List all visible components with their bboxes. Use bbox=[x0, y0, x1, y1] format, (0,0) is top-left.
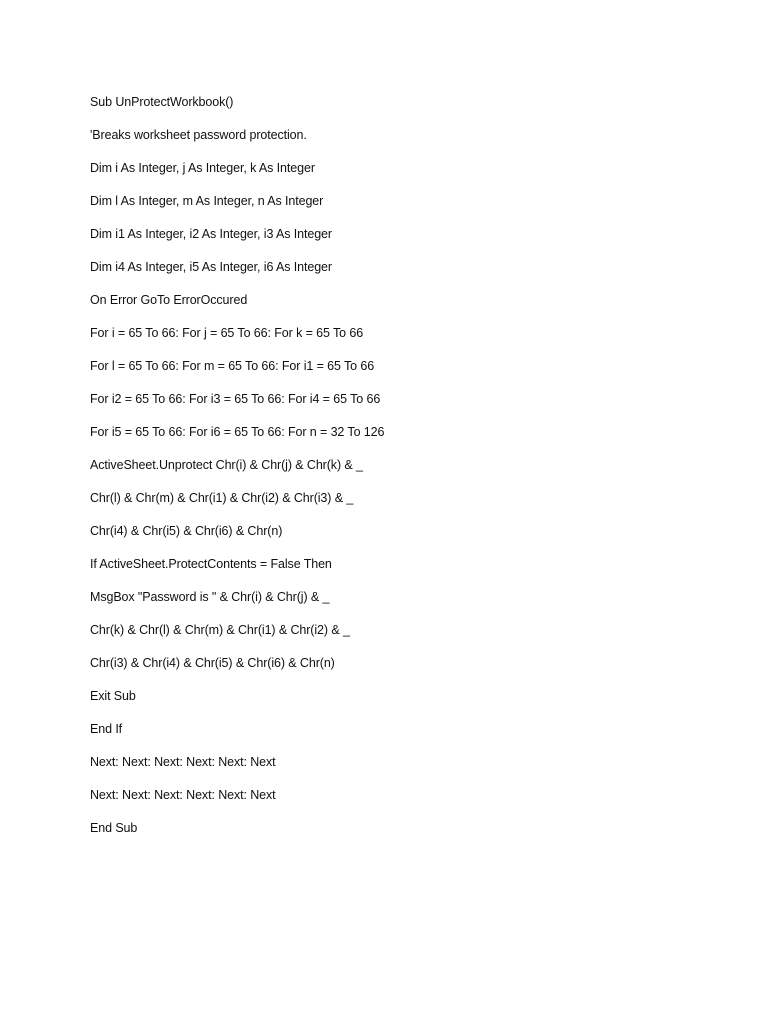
code-line: End If bbox=[90, 722, 123, 736]
code-line: For i2 = 65 To 66: For i3 = 65 To 66: For i4 = 65 To 66 bbox=[90, 392, 381, 406]
code-line: Dim l As Integer, m As Integer, n As Integer bbox=[90, 194, 324, 208]
code-line: Chr(k) & Chr(l) & Chr(m) & Chr(i1) & Chr(i2) & _ bbox=[90, 623, 350, 637]
code-line: For l = 65 To 66: For m = 65 To 66: For i1 = 65 To 66 bbox=[90, 359, 375, 373]
code-line: Chr(i4) & Chr(i5) & Chr(i6) & Chr(n) bbox=[90, 524, 283, 538]
code-line: For i5 = 65 To 66: For i6 = 65 To 66: For n = 32 To 126 bbox=[90, 425, 385, 439]
code-line: Chr(i3) & Chr(i4) & Chr(i5) & Chr(i6) & Chr(n) bbox=[90, 656, 335, 670]
code-line: If ActiveSheet.ProtectContents = False Then bbox=[90, 557, 332, 571]
code-line: 'Breaks worksheet password protection. bbox=[90, 128, 307, 142]
code-line: On Error GoTo ErrorOccured bbox=[90, 293, 248, 307]
code-line: End Sub bbox=[90, 821, 138, 835]
code-line: For i = 65 To 66: For j = 65 To 66: For k = 65 To 66 bbox=[90, 326, 364, 340]
code-line: Dim i As Integer, j As Integer, k As Integer bbox=[90, 161, 315, 175]
vba-code-block bbox=[90, 93, 384, 852]
code-line: Sub UnProtectWorkbook() bbox=[90, 95, 234, 109]
code-line: Dim i4 As Integer, i5 As Integer, i6 As Integer bbox=[90, 260, 332, 274]
code-line: ActiveSheet.Unprotect Chr(i) & Chr(j) & Chr(k) & _ bbox=[90, 458, 363, 472]
code-line: Next: Next: Next: Next: Next: Next bbox=[90, 755, 276, 769]
code-line: Next: Next: Next: Next: Next: Next bbox=[90, 788, 276, 802]
code-line: Chr(l) & Chr(m) & Chr(i1) & Chr(i2) & Chr(i3) & _ bbox=[90, 491, 354, 505]
code-line: Dim i1 As Integer, i2 As Integer, i3 As Integer bbox=[90, 227, 332, 241]
code-line: MsgBox "Password is " & Chr(i) & Chr(j) & _ bbox=[90, 590, 330, 604]
code-line: Exit Sub bbox=[90, 689, 136, 703]
